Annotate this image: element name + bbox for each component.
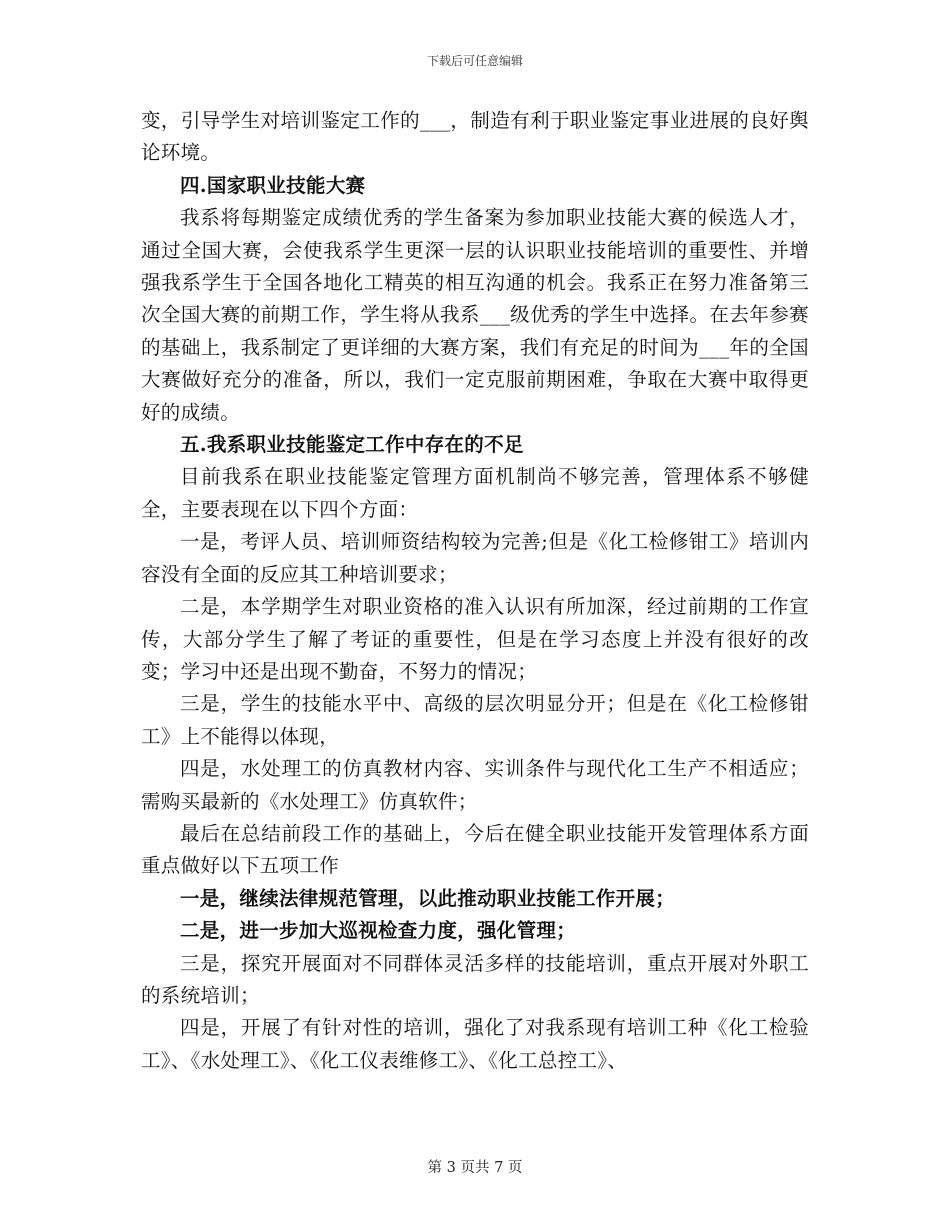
list-item: 一是，考评人员、培训师资结构较为完善;但是《化工检修钳工》培训内容没有全面的反应其工种培训要求； — [141, 530, 809, 586]
section-heading: 五.我系职业技能鉴定工作中存在的不足 — [180, 433, 524, 457]
paragraph: 目前我系在职业技能鉴定管理方面机制尚不够完善，管理体系不够健全，主要表现在以下四个方面： — [141, 465, 809, 521]
page-header: 下载后可任意编辑 — [426, 54, 523, 68]
list-item-bold: 一是，继续法律规范管理，以此推动职业技能工作开展； — [180, 886, 676, 910]
list-item: 三是，学生的技能水平中、高级的层次明显分开；但是在《化工检修钳工》上不能得以体现， — [141, 692, 809, 748]
list-item: 二是，本学期学生对职业资格的准入认识有所加深，经过前期的工作宣传，大部分学生了解了考证的重要性，但是在学习态度上并没有很好的改变；学习中还是出现不勤奋，不努力的情况； — [141, 595, 809, 683]
paragraph: 变，引导学生对培训鉴定工作的___，制造有利于职业鉴定事业进展的良好舆论环境。 — [141, 109, 809, 165]
section-heading: 四.国家职业技能大赛 — [180, 173, 366, 197]
list-item-bold: 二是，进一步加大巡视检查力度，强化管理； — [180, 919, 577, 943]
paragraph: 最后在总结前段工作的基础上，今后在健全职业技能开发管理体系方面重点做好以下五项工作 — [141, 821, 809, 878]
list-item: 四是，开展了有针对性的培训，强化了对我系现有培训工种《化工检验工》、《水处理工》、《化工仪表维修工》、《化工总控工》、 — [141, 1016, 809, 1072]
list-item: 三是，探究开展面对不同群体灵活多样的技能培训，重点开展对外职工的系统培训； — [141, 951, 809, 1007]
paragraph: 我系将每期鉴定成绩优秀的学生备案为参加职业技能大赛的候选人才，通过全国大赛，会使我系学生更深一层的认识职业技能培训的重要性、并增强我系学生于全国各地化工精英的相互沟通的机会。我系正在努力准备第三次全国大赛的前期工作，学生将从我系___级优秀的学生中选择。在去年参赛的基础上，我系制定了更详细的大赛方案，我们有充足的时间为___年的全国大赛做好充分的准备，所以，我们一定克服前期困难，争取在大赛中取得更好的成绩。 — [141, 206, 809, 424]
document-body — [141, 105, 809, 1077]
page-footer: 第 3 页共 7 页 — [427, 1160, 523, 1176]
list-item: 四是，水处理工的仿真教材内容、实训条件与现代化工生产不相适应；需购买最新的《水处理工》仿真软件； — [141, 757, 809, 813]
